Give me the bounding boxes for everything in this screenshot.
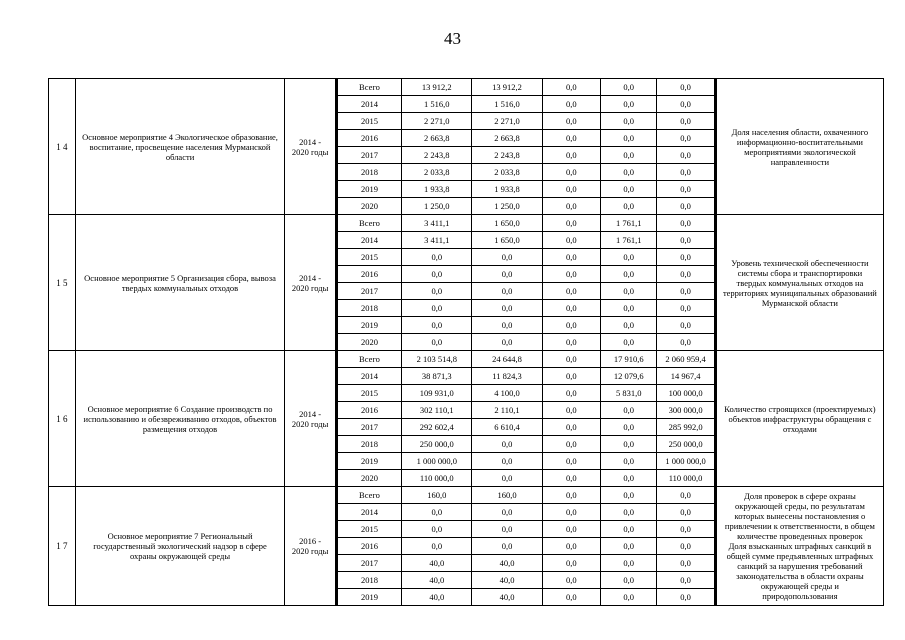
regional-budget-cell: 24 644,8 bbox=[472, 351, 542, 367]
table-row bbox=[338, 555, 714, 572]
total-cell: 13 912,2 bbox=[402, 79, 472, 95]
total-cell: 250 000,0 bbox=[402, 436, 472, 452]
activity-indicator: Уровень технической обеспеченности системы сбора и транспортировки твердых коммунальных отходов на территориях муниципальных образований Мурманской области bbox=[714, 215, 883, 350]
table-row bbox=[338, 419, 714, 436]
activity-block bbox=[48, 350, 884, 486]
total-cell: 40,0 bbox=[402, 589, 472, 605]
year-cell: 2015 bbox=[338, 521, 402, 537]
table-row bbox=[338, 453, 714, 470]
table-row bbox=[338, 147, 714, 164]
regional-budget-cell: 11 824,3 bbox=[472, 368, 542, 384]
federal-budget-cell: 0,0 bbox=[543, 419, 601, 435]
regional-budget-cell: 1 250,0 bbox=[472, 198, 542, 214]
year-cell: 2018 bbox=[338, 436, 402, 452]
local-budget-cell: 0,0 bbox=[601, 504, 657, 520]
regional-budget-cell: 2 271,0 bbox=[472, 113, 542, 129]
federal-budget-cell: 0,0 bbox=[543, 317, 601, 333]
total-cell: 1 000 000,0 bbox=[402, 453, 472, 469]
table-row bbox=[338, 368, 714, 385]
federal-budget-cell: 0,0 bbox=[543, 198, 601, 214]
table-row bbox=[338, 436, 714, 453]
total-cell: 3 411,1 bbox=[402, 215, 472, 231]
year-cell: Всего bbox=[338, 351, 402, 367]
federal-budget-cell: 0,0 bbox=[543, 402, 601, 418]
total-cell: 2 243,8 bbox=[402, 147, 472, 163]
other-sources-cell: 0,0 bbox=[680, 235, 691, 245]
activity-indicator: Количество строящихся (проектируемых) объектов инфраструктуры обращения с отходами bbox=[714, 351, 883, 486]
federal-budget-cell: 0,0 bbox=[543, 147, 601, 163]
activity-name: Основное мероприятие 5 Организация сбора, вывоза твердых коммунальных отходов bbox=[76, 215, 286, 350]
local-budget-cell: 0,0 bbox=[601, 130, 657, 146]
regional-budget-cell: 0,0 bbox=[472, 283, 542, 299]
other-sources-cell: 0,0 bbox=[680, 490, 691, 500]
total-cell: 40,0 bbox=[402, 572, 472, 588]
federal-budget-cell: 0,0 bbox=[543, 385, 601, 401]
year-cell: 2017 bbox=[338, 283, 402, 299]
federal-budget-cell: 0,0 bbox=[543, 351, 601, 367]
federal-budget-cell: 0,0 bbox=[543, 487, 601, 503]
local-budget-cell: 0,0 bbox=[601, 113, 657, 129]
federal-budget-cell: 0,0 bbox=[543, 572, 601, 588]
year-cell: 2017 bbox=[338, 147, 402, 163]
activity-block bbox=[48, 486, 884, 606]
federal-budget-cell: 0,0 bbox=[543, 334, 601, 350]
year-cell: 2017 bbox=[338, 419, 402, 435]
other-sources-cell: 0,0 bbox=[680, 99, 691, 109]
federal-budget-cell: 0,0 bbox=[543, 436, 601, 452]
federal-budget-cell: 0,0 bbox=[543, 300, 601, 316]
other-sources-cell: 0,0 bbox=[680, 524, 691, 534]
funding-rows bbox=[338, 351, 714, 486]
total-cell: 0,0 bbox=[402, 300, 472, 316]
total-cell: 0,0 bbox=[402, 266, 472, 282]
activity-block bbox=[48, 214, 884, 350]
regional-budget-cell: 13 912,2 bbox=[472, 79, 542, 95]
activity-indicator: Доля населения области, охваченного информационно-воспитательными мероприятиями экологической направленности bbox=[714, 79, 883, 214]
other-sources-cell: 300 000,0 bbox=[668, 405, 703, 415]
regional-budget-cell: 1 650,0 bbox=[472, 215, 542, 231]
federal-budget-cell: 0,0 bbox=[543, 96, 601, 112]
local-budget-cell: 0,0 bbox=[601, 147, 657, 163]
local-budget-cell: 0,0 bbox=[601, 198, 657, 214]
other-sources-cell: 0,0 bbox=[680, 558, 691, 568]
total-cell: 0,0 bbox=[402, 249, 472, 265]
year-cell: 2018 bbox=[338, 164, 402, 180]
other-sources-cell: 0,0 bbox=[680, 116, 691, 126]
local-budget-cell: 0,0 bbox=[601, 589, 657, 605]
local-budget-cell: 0,0 bbox=[601, 436, 657, 452]
local-budget-cell: 1 761,1 bbox=[601, 232, 657, 248]
total-cell: 110 000,0 bbox=[402, 470, 472, 486]
regional-budget-cell: 0,0 bbox=[472, 504, 542, 520]
year-cell: 2016 bbox=[338, 266, 402, 282]
federal-budget-cell: 0,0 bbox=[543, 453, 601, 469]
activity-name: Основное мероприятие 6 Создание производств по использованию и обезвреживанию отходов, объектов размещения отходов bbox=[76, 351, 286, 486]
local-budget-cell: 0,0 bbox=[601, 249, 657, 265]
year-cell: 2014 bbox=[338, 504, 402, 520]
federal-budget-cell: 0,0 bbox=[543, 79, 601, 95]
other-sources-cell: 100 000,0 bbox=[668, 388, 703, 398]
regional-budget-cell: 160,0 bbox=[472, 487, 542, 503]
year-cell: Всего bbox=[338, 79, 402, 95]
year-cell: Всего bbox=[338, 215, 402, 231]
total-cell: 0,0 bbox=[402, 521, 472, 537]
federal-budget-cell: 0,0 bbox=[543, 181, 601, 197]
federal-budget-cell: 0,0 bbox=[543, 232, 601, 248]
activity-indicator: Доля проверок в сфере охраны окружающей среды, по результатам которых вынесены постановления о привлечении к ответственности, в общем количестве проведенных проверок Доля взысканных штрафных санкций в общей сумме предъявленных штрафных санкций за нарушения требований законодательства в области охраны окружающей среды и природопользования bbox=[714, 487, 883, 605]
table-row bbox=[338, 215, 714, 232]
year-cell: 2015 bbox=[338, 249, 402, 265]
table-row bbox=[338, 266, 714, 283]
regional-budget-cell: 4 100,0 bbox=[472, 385, 542, 401]
total-cell: 109 931,0 bbox=[402, 385, 472, 401]
local-budget-cell: 0,0 bbox=[601, 300, 657, 316]
year-cell: 2014 bbox=[338, 368, 402, 384]
local-budget-cell: 0,0 bbox=[601, 79, 657, 95]
total-cell: 2 271,0 bbox=[402, 113, 472, 129]
other-sources-cell: 0,0 bbox=[680, 337, 691, 347]
other-sources-cell: 0,0 bbox=[680, 286, 691, 296]
table-row bbox=[338, 351, 714, 368]
total-cell: 2 663,8 bbox=[402, 130, 472, 146]
local-budget-cell: 0,0 bbox=[601, 487, 657, 503]
other-sources-cell: 0,0 bbox=[680, 252, 691, 262]
year-cell: 2020 bbox=[338, 198, 402, 214]
total-cell: 38 871,3 bbox=[402, 368, 472, 384]
federal-budget-cell: 0,0 bbox=[543, 266, 601, 282]
budget-table bbox=[48, 78, 884, 606]
regional-budget-cell: 0,0 bbox=[472, 538, 542, 554]
table-row bbox=[338, 402, 714, 419]
activity-name: Основное мероприятие 7 Региональный государственный экологический надзор в сфере охраны окружающей среды bbox=[76, 487, 286, 605]
total-cell: 3 411,1 bbox=[402, 232, 472, 248]
table-row bbox=[338, 79, 714, 96]
total-cell: 2 103 514,8 bbox=[402, 351, 472, 367]
year-cell: 2017 bbox=[338, 555, 402, 571]
year-cell: 2020 bbox=[338, 470, 402, 486]
federal-budget-cell: 0,0 bbox=[543, 504, 601, 520]
local-budget-cell: 0,0 bbox=[601, 453, 657, 469]
other-sources-cell: 0,0 bbox=[680, 167, 691, 177]
local-budget-cell: 0,0 bbox=[601, 164, 657, 180]
year-cell: 2019 bbox=[338, 589, 402, 605]
total-cell: 1 250,0 bbox=[402, 198, 472, 214]
federal-budget-cell: 0,0 bbox=[543, 130, 601, 146]
table-row bbox=[338, 300, 714, 317]
regional-budget-cell: 0,0 bbox=[472, 521, 542, 537]
local-budget-cell: 0,0 bbox=[601, 402, 657, 418]
table-row bbox=[338, 521, 714, 538]
year-cell: 2019 bbox=[338, 317, 402, 333]
activity-period: 2014 - 2020 годы bbox=[285, 351, 337, 486]
year-cell: 2015 bbox=[338, 113, 402, 129]
other-sources-cell: 1 000 000,0 bbox=[665, 456, 706, 466]
activity-number: 1 7 bbox=[49, 487, 76, 605]
table-row bbox=[338, 164, 714, 181]
local-budget-cell: 0,0 bbox=[601, 181, 657, 197]
regional-budget-cell: 0,0 bbox=[472, 266, 542, 282]
regional-budget-cell: 0,0 bbox=[472, 436, 542, 452]
other-sources-cell: 0,0 bbox=[680, 269, 691, 279]
total-cell: 0,0 bbox=[402, 538, 472, 554]
table-row bbox=[338, 538, 714, 555]
total-cell: 2 033,8 bbox=[402, 164, 472, 180]
federal-budget-cell: 0,0 bbox=[543, 521, 601, 537]
local-budget-cell: 0,0 bbox=[601, 521, 657, 537]
table-row bbox=[338, 113, 714, 130]
regional-budget-cell: 1 933,8 bbox=[472, 181, 542, 197]
federal-budget-cell: 0,0 bbox=[543, 249, 601, 265]
local-budget-cell: 0,0 bbox=[601, 266, 657, 282]
table-row bbox=[338, 487, 714, 504]
other-sources-cell: 250 000,0 bbox=[668, 439, 703, 449]
year-cell: 2016 bbox=[338, 130, 402, 146]
year-cell: 2020 bbox=[338, 334, 402, 350]
year-cell: Всего bbox=[338, 487, 402, 503]
table-row bbox=[338, 198, 714, 214]
table-row bbox=[338, 572, 714, 589]
total-cell: 0,0 bbox=[402, 317, 472, 333]
activity-number: 1 5 bbox=[49, 215, 76, 350]
year-cell: 2016 bbox=[338, 402, 402, 418]
local-budget-cell: 0,0 bbox=[601, 419, 657, 435]
funding-rows bbox=[338, 79, 714, 214]
table-row bbox=[338, 317, 714, 334]
federal-budget-cell: 0,0 bbox=[543, 113, 601, 129]
total-cell: 292 602,4 bbox=[402, 419, 472, 435]
total-cell: 0,0 bbox=[402, 504, 472, 520]
local-budget-cell: 0,0 bbox=[601, 317, 657, 333]
federal-budget-cell: 0,0 bbox=[543, 215, 601, 231]
federal-budget-cell: 0,0 bbox=[543, 283, 601, 299]
other-sources-cell: 0,0 bbox=[680, 541, 691, 551]
federal-budget-cell: 0,0 bbox=[543, 368, 601, 384]
federal-budget-cell: 0,0 bbox=[543, 470, 601, 486]
year-cell: 2015 bbox=[338, 385, 402, 401]
table-row bbox=[338, 385, 714, 402]
activity-number: 1 4 bbox=[49, 79, 76, 214]
table-row bbox=[338, 232, 714, 249]
table-row bbox=[338, 504, 714, 521]
other-sources-cell: 285 992,0 bbox=[668, 422, 703, 432]
other-sources-cell: 2 060 959,4 bbox=[665, 354, 706, 364]
year-cell: 2019 bbox=[338, 453, 402, 469]
activity-name: Основное мероприятие 4 Экологическое образование, воспитание, просвещение населения Мурманской области bbox=[76, 79, 286, 214]
table-row bbox=[338, 130, 714, 147]
year-cell: 2014 bbox=[338, 96, 402, 112]
local-budget-cell: 0,0 bbox=[601, 470, 657, 486]
regional-budget-cell: 0,0 bbox=[472, 249, 542, 265]
total-cell: 1 516,0 bbox=[402, 96, 472, 112]
activity-period: 2014 - 2020 годы bbox=[285, 79, 337, 214]
total-cell: 1 933,8 bbox=[402, 181, 472, 197]
other-sources-cell: 0,0 bbox=[680, 184, 691, 194]
regional-budget-cell: 0,0 bbox=[472, 453, 542, 469]
regional-budget-cell: 0,0 bbox=[472, 300, 542, 316]
other-sources-cell: 0,0 bbox=[680, 218, 691, 228]
local-budget-cell: 0,0 bbox=[601, 572, 657, 588]
local-budget-cell: 0,0 bbox=[601, 555, 657, 571]
year-cell: 2018 bbox=[338, 300, 402, 316]
table-row bbox=[338, 589, 714, 605]
local-budget-cell: 0,0 bbox=[601, 96, 657, 112]
local-budget-cell: 5 831,0 bbox=[601, 385, 657, 401]
regional-budget-cell: 2 110,1 bbox=[472, 402, 542, 418]
other-sources-cell: 14 967,4 bbox=[670, 371, 701, 381]
total-cell: 0,0 bbox=[402, 283, 472, 299]
total-cell: 40,0 bbox=[402, 555, 472, 571]
year-cell: 2014 bbox=[338, 232, 402, 248]
table-row bbox=[338, 334, 714, 350]
activity-period: 2016 - 2020 годы bbox=[285, 487, 337, 605]
other-sources-cell: 0,0 bbox=[680, 575, 691, 585]
regional-budget-cell: 40,0 bbox=[472, 589, 542, 605]
other-sources-cell: 0,0 bbox=[680, 507, 691, 517]
regional-budget-cell: 0,0 bbox=[472, 334, 542, 350]
page-number: 43 bbox=[444, 29, 461, 48]
local-budget-cell: 12 079,6 bbox=[601, 368, 657, 384]
total-cell: 160,0 bbox=[402, 487, 472, 503]
total-cell: 302 110,1 bbox=[402, 402, 472, 418]
federal-budget-cell: 0,0 bbox=[543, 589, 601, 605]
local-budget-cell: 1 761,1 bbox=[601, 215, 657, 231]
funding-rows bbox=[338, 487, 714, 605]
regional-budget-cell: 6 610,4 bbox=[472, 419, 542, 435]
year-cell: 2019 bbox=[338, 181, 402, 197]
table-row bbox=[338, 181, 714, 198]
other-sources-cell: 0,0 bbox=[680, 82, 691, 92]
regional-budget-cell: 1 650,0 bbox=[472, 232, 542, 248]
total-cell: 0,0 bbox=[402, 334, 472, 350]
other-sources-cell: 0,0 bbox=[680, 592, 691, 602]
other-sources-cell: 0,0 bbox=[680, 133, 691, 143]
other-sources-cell: 110 000,0 bbox=[668, 473, 703, 483]
activity-block bbox=[48, 78, 884, 214]
federal-budget-cell: 0,0 bbox=[543, 555, 601, 571]
regional-budget-cell: 40,0 bbox=[472, 572, 542, 588]
regional-budget-cell: 2 663,8 bbox=[472, 130, 542, 146]
regional-budget-cell: 1 516,0 bbox=[472, 96, 542, 112]
year-cell: 2018 bbox=[338, 572, 402, 588]
regional-budget-cell: 2 243,8 bbox=[472, 147, 542, 163]
table-row bbox=[338, 249, 714, 266]
other-sources-cell: 0,0 bbox=[680, 150, 691, 160]
regional-budget-cell: 0,0 bbox=[472, 470, 542, 486]
activity-period: 2014 - 2020 годы bbox=[285, 215, 337, 350]
regional-budget-cell: 40,0 bbox=[472, 555, 542, 571]
other-sources-cell: 0,0 bbox=[680, 201, 691, 211]
activity-number: 1 6 bbox=[49, 351, 76, 486]
federal-budget-cell: 0,0 bbox=[543, 538, 601, 554]
local-budget-cell: 0,0 bbox=[601, 283, 657, 299]
federal-budget-cell: 0,0 bbox=[543, 164, 601, 180]
local-budget-cell: 0,0 bbox=[601, 538, 657, 554]
regional-budget-cell: 2 033,8 bbox=[472, 164, 542, 180]
table-row bbox=[338, 96, 714, 113]
table-row bbox=[338, 283, 714, 300]
local-budget-cell: 0,0 bbox=[601, 334, 657, 350]
local-budget-cell: 17 910,6 bbox=[601, 351, 657, 367]
other-sources-cell: 0,0 bbox=[680, 303, 691, 313]
table-row bbox=[338, 470, 714, 486]
regional-budget-cell: 0,0 bbox=[472, 317, 542, 333]
other-sources-cell: 0,0 bbox=[680, 320, 691, 330]
year-cell: 2016 bbox=[338, 538, 402, 554]
funding-rows bbox=[338, 215, 714, 350]
